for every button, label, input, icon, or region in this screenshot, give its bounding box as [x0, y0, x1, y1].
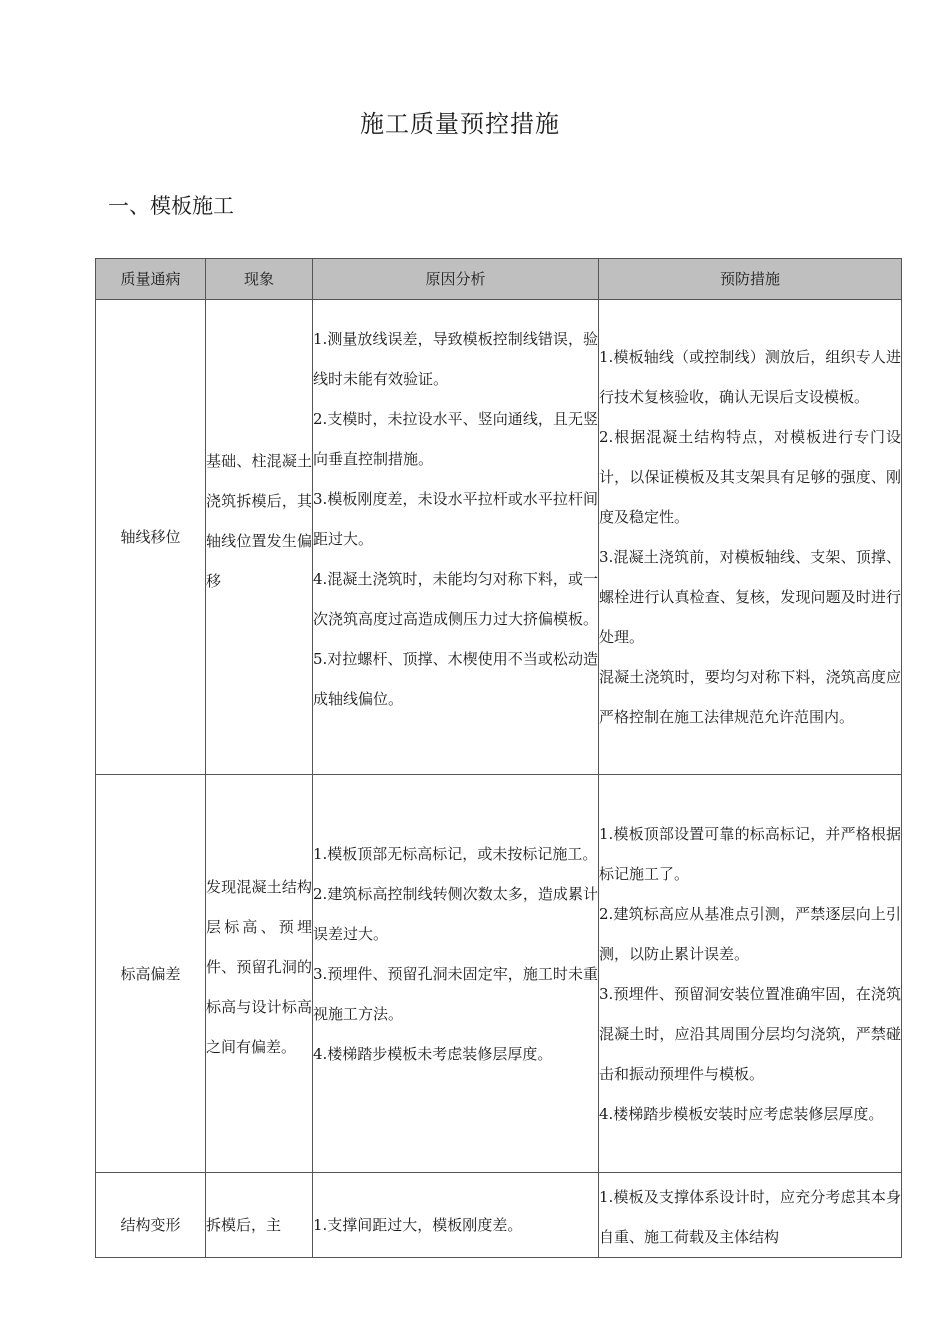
measure-list	[599, 775, 902, 1173]
measure-item: 3.预埋件、预留洞安装位置准确牢固，在浇筑混凝土时，应沿其周围分层均匀浇筑，严禁碰击和振动预埋件与模板。	[599, 984, 901, 1083]
cause-item: 3.预埋件、预留孔洞未固定牢，施工时未重视施工方法。	[313, 964, 598, 1023]
quality-control-table	[95, 258, 902, 1258]
cause-item: 2.建筑标高控制线转侧次数太多，造成累计误差过大。	[313, 884, 598, 943]
table-row	[96, 1173, 902, 1258]
header-prevention-measures: 预防措施	[599, 259, 902, 300]
cause-list	[313, 300, 599, 775]
table-row	[96, 775, 902, 1173]
measure-list	[599, 1173, 902, 1258]
measure-item: 3.混凝土浇筑前，对模板轴线、支架、顶撑、螺栓进行认真检查、复核，发现问题及时进行处理。	[599, 548, 901, 646]
defect-name: 标高偏差	[96, 775, 206, 1173]
cause-list	[313, 1173, 599, 1258]
header-quality-defect: 质量通病	[96, 259, 206, 300]
cause-item: 4.楼梯踏步模板未考虑装修层厚度。	[313, 1044, 553, 1063]
measure-item: 2.根据混凝土结构特点，对模板进行专门设计，以保证模板及其支架具有足够的强度、刚度及稳定性。	[599, 428, 901, 526]
cause-item: 3.模板刚度差，未设水平拉杆或水平拉杆间距过大。	[313, 490, 598, 548]
phenomenon-text: 拆模后，主	[206, 1173, 313, 1258]
phenomenon-text: 基础、柱混凝土浇筑拆模后，其轴线位置发生偏移	[206, 300, 313, 775]
cause-item: 1.模板顶部无标高标记，或未按标记施工。	[313, 844, 598, 863]
cause-list	[313, 775, 599, 1173]
cause-item: 1.支撑间距过大，模板刚度差。	[313, 1216, 523, 1234]
defect-name: 结构变形	[96, 1173, 206, 1258]
table-row	[96, 300, 902, 775]
measure-item: 1.模板轴线（或控制线）测放后，组织专人进行技术复核验收，确认无误后支设模板。	[599, 348, 901, 406]
cause-item: 5.对拉螺杆、顶撑、木楔使用不当或松动造成轴线偏位。	[313, 650, 598, 708]
measure-item: 1.模板顶部设置可靠的标高标记，并严格根据标记施工了。	[599, 824, 901, 883]
measure-list	[599, 300, 902, 775]
measure-item: 4.楼梯踏步模板安装时应考虑装修层厚度。	[599, 1104, 884, 1123]
cause-item: 2.支模时，未拉设水平、竖向通线，且无竖向垂直控制措施。	[313, 410, 598, 468]
measure-item: 1.模板及支撑体系设计时，应充分考虑其本身自重、施工荷载及主体结构	[599, 1188, 901, 1246]
cause-item: 1.测量放线误差，导致模板控制线错误，验线时未能有效验证。	[313, 330, 598, 388]
header-cause-analysis: 原因分析	[313, 259, 599, 300]
cause-item: 4.混凝土浇筑时，未能均匀对称下料，或一次浇筑高度过高造成侧压力过大挤偏模板。	[313, 570, 599, 628]
section-heading: 一、模板施工	[108, 194, 234, 218]
defect-name: 轴线移位	[96, 300, 206, 775]
measure-item: 混凝土浇筑时，要均匀对称下料，浇筑高度应严格控制在施工法律规范允许范围内。	[599, 668, 901, 726]
table-header-row	[96, 259, 902, 300]
phenomenon-text: 发现混凝土结构层标高、预埋件、预留孔洞的标高与设计标高之间有偏差。	[206, 775, 313, 1173]
document-title: 施工质量预控措施	[360, 110, 560, 138]
measure-item: 2.建筑标高应从基准点引测，严禁逐层向上引测，以防止累计误差。	[599, 904, 901, 963]
header-phenomenon: 现象	[206, 259, 313, 300]
